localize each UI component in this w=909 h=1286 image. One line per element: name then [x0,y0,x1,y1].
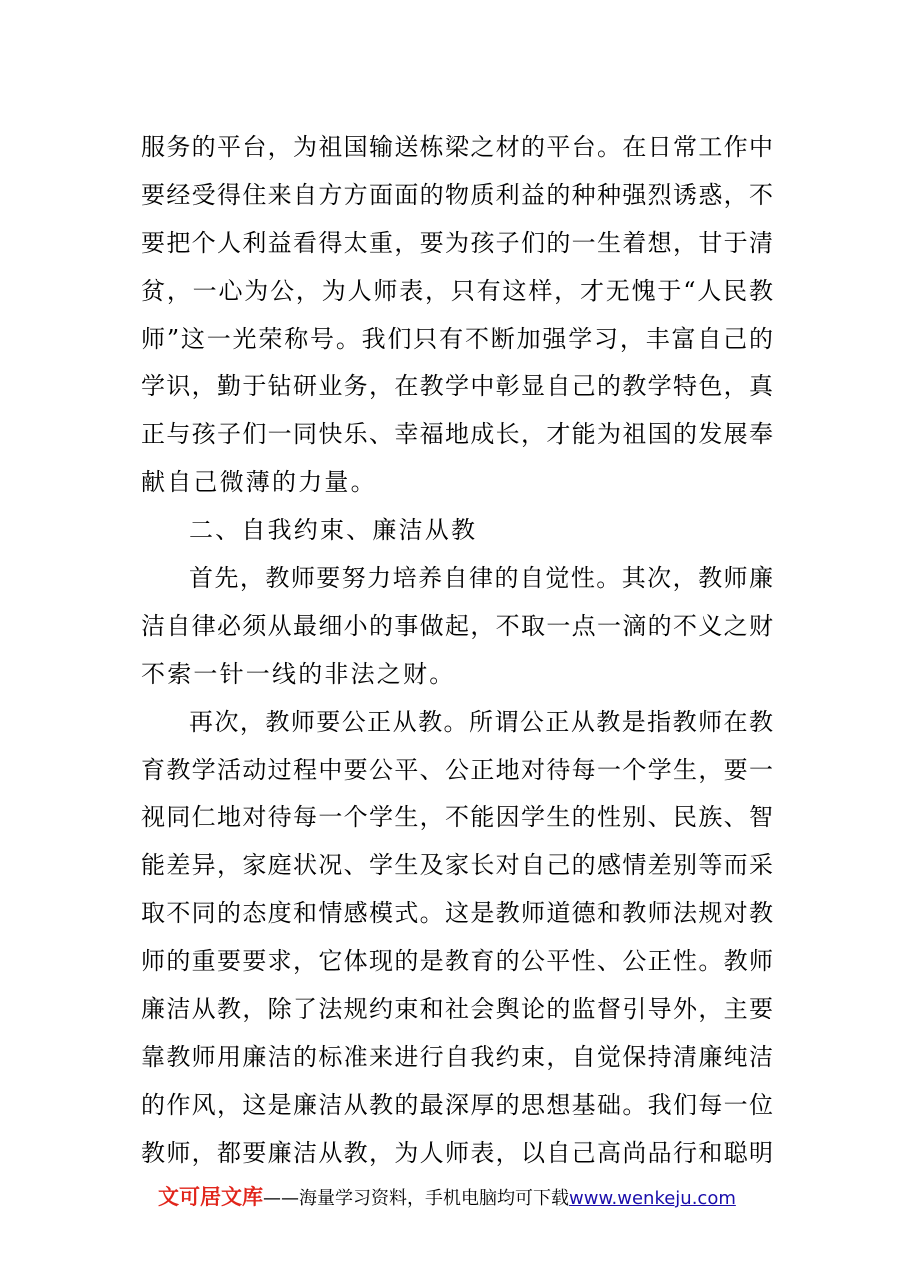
paragraph-2-line: 洁自律必须从最细小的事做起，不取一点一滴的不义之财 [141,611,773,640]
brand-name: 文可居文库 [158,1185,263,1209]
footer-banner [158,1180,736,1214]
paragraph-1-line: 要经受得住来自方方面面的物质利益的种种强烈诱惑，不 [141,180,773,209]
section-heading: 二、自我约束、廉洁从教 [189,516,478,545]
paragraph-1-line: 师”这一光荣称号。我们只有不断加强学习，丰富自己的 [141,324,773,353]
footer-tagline: ——海量学习资料，手机电脑均可下载 [263,1188,569,1209]
paragraph-3-line: 靠教师用廉洁的标准来进行自我约束，自觉保持清廉纯洁 [141,1042,773,1071]
paragraph-3-line: 取不同的态度和情感模式。这是教师道德和教师法规对教 [141,899,773,928]
paragraph-1-line: 学识，勤于钻研业务，在教学中彰显自己的教学特色，真 [141,372,773,401]
paragraph-3-line: 再次，教师要公正从教。所谓公正从教是指教师在教 [189,707,773,736]
paragraph-1-line: 正与孩子们一同快乐、幸福地成长，才能为祖国的发展奉 [141,420,773,449]
paragraph-1-line: 贫，一心为公，为人师表，只有这样，才无愧于“人民教 [141,276,773,305]
paragraph-3-line: 师的重要要求，它体现的是教育的公平性、公正性。教师 [141,947,773,976]
paragraph-1-line: 献自己微薄的力量。 [141,468,377,497]
paragraph-2-line: 不索一针一线的非法之财。 [141,659,456,688]
paragraph-3-line: 视同仁地对待每一个学生，不能因学生的性别、民族、智 [141,803,773,832]
paragraph-3-line: 教师，都要廉洁从教，为人师表，以自己高尚品行和聪明 [141,1138,773,1167]
paragraph-3-line: 能差异，家庭状况、学生及家长对自己的感情差别等而采 [141,851,773,880]
website-link[interactable]: www.wenkeju.com [569,1188,736,1209]
paragraph-1-line: 服务的平台，为祖国输送栋梁之材的平台。在日常工作中 [141,133,773,161]
paragraph-1-line: 要把个人利益看得太重，要为孩子们的一生着想，甘于清 [141,228,773,257]
paragraph-3-line: 育教学活动过程中要公平、公正地对待每一个学生，要一 [141,755,773,784]
paragraph-2-line: 首先，教师要努力培养自律的自觉性。其次，教师廉 [189,564,773,593]
paragraph-3-line: 廉洁从教，除了法规约束和社会舆论的监督引导外，主要 [141,995,773,1024]
paragraph-3-line: 的作风，这是廉洁从教的最深厚的思想基础。我们每一位 [141,1090,773,1119]
document-body [141,124,773,1178]
